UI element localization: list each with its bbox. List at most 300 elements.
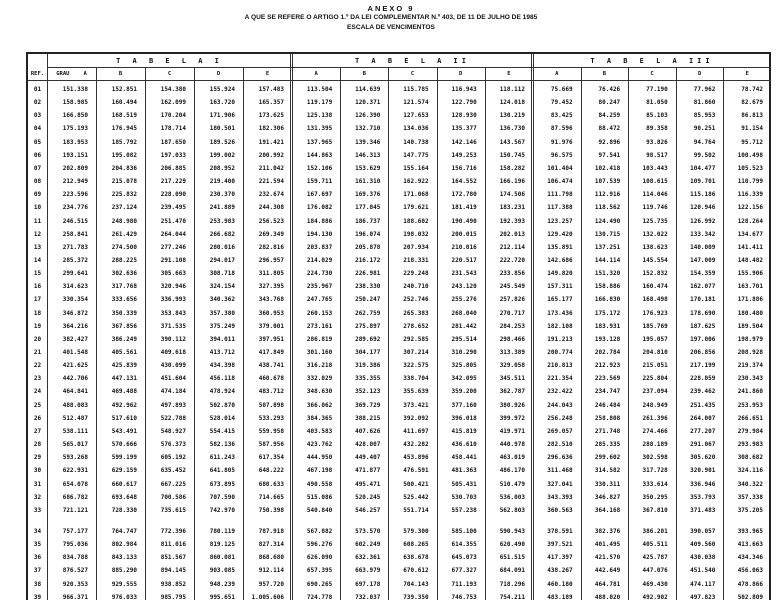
value-cell: 670.612 <box>403 567 429 575</box>
value-cell: 386.201 <box>642 527 668 535</box>
value-cell: 296.957 <box>258 256 284 264</box>
value-cell: 467.198 <box>306 467 333 475</box>
table-row <box>28 175 773 188</box>
ref-cell: 30 <box>33 467 42 475</box>
table-title-3: T A B E L A III <box>590 57 714 65</box>
value-cell: 605.192 <box>160 454 186 462</box>
value-cell: 223.596 <box>62 191 88 199</box>
value-cell: 497.823 <box>690 593 716 601</box>
value-cell: 305.620 <box>690 454 716 462</box>
value-cell: 284.253 <box>499 322 525 330</box>
ref-cell: 18 <box>33 309 42 317</box>
value-cell: 225.832 <box>111 191 137 199</box>
value-cell: 329.058 <box>499 362 525 370</box>
table-row <box>28 109 773 122</box>
value-cell: 189.504 <box>737 322 763 330</box>
value-cell: 417.397 <box>547 554 573 562</box>
value-cell: 191.421 <box>258 138 284 146</box>
value-cell: 375.249 <box>209 322 235 330</box>
value-cell: 367.856 <box>111 322 137 330</box>
value-cell: 377.160 <box>451 401 477 409</box>
value-cell: 481.363 <box>451 467 477 475</box>
value-cell: 380.926 <box>499 401 525 409</box>
value-cell: 746.753 <box>451 593 477 601</box>
value-cell: 138.623 <box>642 243 668 251</box>
value-cell: 215.078 <box>111 178 137 186</box>
column-header-b: B <box>118 71 123 77</box>
value-cell: 316.218 <box>306 362 333 370</box>
salary-scale-table <box>26 52 771 600</box>
ref-cell: 39 <box>33 593 42 601</box>
column-header-b: B <box>362 71 366 77</box>
value-cell: 390.112 <box>160 335 186 343</box>
value-cell: 548.927 <box>160 427 186 435</box>
ref-cell: 01 <box>33 86 42 93</box>
ref-cell: 02 <box>33 99 42 107</box>
value-cell: 132.022 <box>642 230 668 238</box>
value-cell: 174.506 <box>499 191 525 199</box>
value-cell: 135.891 <box>547 243 573 251</box>
value-cell: 438.741 <box>258 362 284 370</box>
value-cell: 343.768 <box>258 296 284 304</box>
value-cell: 170.181 <box>690 296 716 304</box>
value-cell: 557.238 <box>451 506 477 514</box>
value-cell: 405.511 <box>642 541 668 549</box>
value-cell: 985.795 <box>160 593 186 601</box>
value-cell: 449.407 <box>355 454 381 462</box>
table-row <box>28 425 773 438</box>
value-cell: 502.809 <box>737 593 763 601</box>
value-cell: 787.918 <box>258 527 284 535</box>
value-cell: 876.527 <box>62 567 88 575</box>
value-cell: 224.730 <box>306 270 333 278</box>
value-cell: 340.362 <box>209 296 235 304</box>
value-cell: 401.548 <box>62 349 88 356</box>
ref-cell: 38 <box>33 580 42 588</box>
value-cell: 714.665 <box>258 493 284 501</box>
value-cell: 228.059 <box>690 375 716 383</box>
table-row <box>28 149 773 162</box>
value-cell: 256.248 <box>547 414 573 422</box>
value-cell: 80.247 <box>598 99 621 107</box>
value-cell: 608.265 <box>403 541 429 549</box>
table-row <box>28 136 773 149</box>
value-cell: 436.610 <box>451 441 477 449</box>
value-cell: 502.870 <box>209 401 235 409</box>
value-cell: 136.730 <box>499 125 525 133</box>
value-cell: 84.259 <box>598 112 621 120</box>
value-cell: 202.809 <box>62 164 88 172</box>
ref-cell: 06 <box>33 151 42 159</box>
value-cell: 360.953 <box>258 309 284 317</box>
value-cell: 221.594 <box>258 178 284 186</box>
value-cell: 538.111 <box>62 427 88 435</box>
value-cell: 386.249 <box>111 335 137 343</box>
value-cell: 827.314 <box>258 541 284 549</box>
value-cell: 497.893 <box>160 401 186 409</box>
value-cell: 393.965 <box>737 527 763 535</box>
value-cell: 657.395 <box>306 567 333 575</box>
value-cell: 186.737 <box>355 217 381 225</box>
value-cell: 107.539 <box>594 178 621 186</box>
value-cell: 382.376 <box>594 527 621 535</box>
value-cell: 811.016 <box>160 541 186 549</box>
value-cell: 802.984 <box>111 541 137 549</box>
value-cell: 599.199 <box>111 454 137 462</box>
value-cell: 700.586 <box>160 493 186 501</box>
value-cell: 124.018 <box>499 99 525 107</box>
ref-cell: 16 <box>33 283 42 291</box>
value-cell: 754.211 <box>499 593 525 601</box>
value-cell: 176.923 <box>642 309 668 317</box>
value-cell: 409.560 <box>690 541 716 549</box>
value-cell: 190.490 <box>451 217 477 225</box>
value-cell: 257.826 <box>499 296 525 304</box>
value-cell: 611.243 <box>209 454 235 462</box>
value-cell: 266.651 <box>737 414 763 422</box>
value-cell: 495.471 <box>355 480 381 488</box>
value-cell: 125.138 <box>306 112 333 120</box>
table-title-1: T A B E L A I <box>116 57 223 65</box>
value-cell: 144.863 <box>306 151 333 159</box>
value-cell: 409.618 <box>160 349 186 356</box>
value-cell: 277.207 <box>690 427 716 435</box>
value-cell: 248.980 <box>111 217 137 225</box>
value-cell: 149.820 <box>547 270 573 278</box>
value-cell: 369.729 <box>355 401 381 409</box>
value-cell: 163.701 <box>737 283 763 291</box>
ref-cell: 35 <box>33 541 42 549</box>
value-cell: 483.712 <box>258 388 284 396</box>
value-cell: 260.153 <box>306 309 333 317</box>
value-cell: 528.014 <box>209 414 235 422</box>
value-cell: 273.161 <box>306 322 333 330</box>
value-cell: 281.442 <box>451 322 477 330</box>
value-cell: 202.784 <box>594 349 621 356</box>
value-cell: 750.398 <box>258 506 284 514</box>
value-cell: 142.146 <box>451 138 477 146</box>
column-header-a: A <box>555 71 559 77</box>
value-cell: 77.962 <box>693 86 716 93</box>
value-cell: 346.872 <box>62 309 88 317</box>
value-cell: 360.563 <box>547 506 573 514</box>
value-cell: 75.669 <box>550 86 573 93</box>
value-cell: 735.615 <box>160 506 186 514</box>
value-cell: 204.810 <box>642 349 668 356</box>
value-cell: 515.086 <box>306 493 333 501</box>
table-row <box>28 122 773 135</box>
table-row <box>28 162 773 175</box>
table-row <box>28 399 773 412</box>
value-cell: 396.018 <box>451 414 477 422</box>
value-cell: 490.558 <box>306 480 333 488</box>
value-cell: 379.001 <box>258 322 284 330</box>
table-row <box>28 578 773 591</box>
value-cell: 423.762 <box>306 441 333 449</box>
value-cell: 104.477 <box>690 164 716 172</box>
value-cell: 456.118 <box>209 375 235 383</box>
value-cell: 492.962 <box>111 401 137 409</box>
value-cell: 407.626 <box>355 427 381 435</box>
column-header-a <box>47 69 96 80</box>
ref-cell: 31 <box>33 480 42 488</box>
value-cell: 266.682 <box>209 230 235 238</box>
value-cell: 133.342 <box>690 230 716 238</box>
value-cell: 330.354 <box>62 296 88 304</box>
divider-header <box>28 80 771 81</box>
value-cell: 88.472 <box>598 125 621 133</box>
value-cell: 139.346 <box>355 138 381 146</box>
value-cell: 512.487 <box>62 414 88 422</box>
value-cell: 451.604 <box>160 375 186 383</box>
value-cell: 434.346 <box>737 554 763 562</box>
value-cell: 707.590 <box>209 493 235 501</box>
value-cell: 212.949 <box>62 178 88 186</box>
value-cell: 246.484 <box>594 401 621 409</box>
column-letter: A <box>83 71 87 77</box>
value-cell: 147.009 <box>690 256 716 264</box>
value-cell: 111.798 <box>547 191 573 199</box>
value-cell: 79.452 <box>550 99 573 107</box>
value-cell: 690.265 <box>306 580 333 588</box>
value-cell: 93.826 <box>646 138 668 146</box>
value-cell: 185.769 <box>642 322 668 330</box>
value-cell: 197.006 <box>690 335 716 343</box>
value-cell: 299.602 <box>594 454 621 462</box>
value-cell: 120.946 <box>690 204 716 212</box>
value-cell: 110.799 <box>737 178 763 186</box>
value-cell: 310.290 <box>451 349 477 356</box>
value-cell: 187.650 <box>160 138 186 146</box>
value-cell: 585.100 <box>451 527 477 535</box>
table-row <box>28 591 773 604</box>
value-cell: 353.843 <box>160 309 186 317</box>
value-cell: 419.971 <box>499 427 525 435</box>
value-cell: 920.353 <box>62 580 88 588</box>
column-header-e: E <box>745 71 749 77</box>
annex-subtitle: A QUE SE REFERE O ARTIGO 1.º DA LEI COMPLEMENTAR N.º 403, DE 11 DE JULHO DE 1985 <box>244 14 538 21</box>
value-cell: 522.788 <box>160 414 186 422</box>
value-cell: 632.361 <box>355 554 381 562</box>
value-cell: 108.615 <box>642 178 668 186</box>
value-cell: 413.712 <box>209 349 235 356</box>
value-cell: 304.177 <box>355 349 381 356</box>
value-cell: 130.219 <box>499 112 525 120</box>
value-cell: 317.768 <box>111 283 137 291</box>
value-cell: 103.443 <box>642 164 668 172</box>
value-cell: 208.928 <box>737 349 763 356</box>
value-cell: 225.804 <box>642 375 668 383</box>
value-cell: 128.930 <box>451 112 477 120</box>
value-cell: 188.602 <box>403 217 429 225</box>
value-cell: 229.248 <box>403 270 429 278</box>
value-cell: 173.436 <box>547 309 573 317</box>
value-cell: 157.311 <box>547 283 573 291</box>
value-cell: 162.099 <box>160 99 186 107</box>
value-cell: 311.468 <box>547 467 573 475</box>
value-cell: 320.901 <box>690 467 716 475</box>
value-cell: 442.649 <box>594 567 621 575</box>
value-cell: 693.648 <box>111 493 137 501</box>
value-cell: 425.787 <box>642 554 668 562</box>
value-cell: 155.924 <box>209 86 235 93</box>
value-cell: 241.889 <box>209 204 235 212</box>
value-cell: 567.882 <box>306 527 333 535</box>
value-cell: 269.349 <box>258 230 284 238</box>
value-cell: 246.515 <box>62 217 88 225</box>
value-cell: 617.354 <box>258 454 284 462</box>
value-cell: 505.431 <box>451 480 477 488</box>
column-header-d: D <box>459 71 463 77</box>
value-cell: 894.145 <box>160 567 186 575</box>
table-row <box>28 525 773 538</box>
table-row <box>28 280 773 293</box>
value-cell: 97.541 <box>598 151 621 159</box>
value-cell: 124.490 <box>594 217 621 225</box>
value-cell: 314.582 <box>594 467 621 475</box>
value-cell: 175.172 <box>594 309 621 317</box>
value-cell: 314.623 <box>62 283 88 291</box>
value-cell: 399.972 <box>499 414 525 422</box>
value-cell: 184.886 <box>306 217 333 225</box>
value-cell: 208.952 <box>209 164 235 172</box>
value-cell: 191.213 <box>547 335 573 343</box>
value-cell: 210.016 <box>451 243 477 251</box>
value-cell: 305.663 <box>160 270 186 278</box>
value-cell: 620.490 <box>499 541 525 549</box>
column-header-a: A <box>314 71 318 77</box>
table-row <box>28 228 773 241</box>
value-cell: 134.677 <box>737 230 763 238</box>
value-cell: 123.257 <box>547 217 573 225</box>
value-cell: 125.735 <box>642 217 668 225</box>
value-cell: 163.720 <box>209 99 235 107</box>
value-cell: 357.380 <box>209 309 235 317</box>
value-cell: 253.983 <box>209 217 235 225</box>
value-cell: 119.746 <box>642 204 668 212</box>
value-cell: 483.189 <box>547 593 573 601</box>
value-cell: 166.196 <box>499 178 525 186</box>
value-cell: 244.308 <box>258 204 284 212</box>
column-header-b: B <box>602 71 607 77</box>
column-header-e: E <box>507 71 511 77</box>
value-cell: 948.239 <box>209 580 235 588</box>
value-cell: 378.591 <box>547 527 573 535</box>
value-cell: 320.946 <box>160 283 186 291</box>
value-cell: 444.950 <box>306 454 333 462</box>
value-cell: 250.247 <box>355 296 381 304</box>
value-cell: 239.462 <box>690 388 716 396</box>
value-cell: 122.790 <box>451 99 477 107</box>
value-cell: 280.016 <box>209 243 235 251</box>
value-cell: 197.033 <box>160 151 186 159</box>
ref-cell: 07 <box>33 164 42 172</box>
value-cell: 288.225 <box>111 256 137 264</box>
ref-cell: 33 <box>33 506 42 514</box>
value-cell: 220.517 <box>451 256 477 264</box>
value-cell: 78.742 <box>741 86 763 93</box>
value-cell: 237.094 <box>642 388 668 396</box>
value-cell: 144.114 <box>594 256 621 264</box>
value-cell: 140.738 <box>403 138 429 146</box>
value-cell: 183.231 <box>499 204 525 212</box>
value-cell: 221.354 <box>547 375 573 383</box>
value-cell: 302.598 <box>642 454 668 462</box>
value-cell: 648.222 <box>258 467 284 475</box>
value-cell: 764.747 <box>111 527 137 535</box>
ref-cell: 26 <box>33 414 42 422</box>
value-cell: 223.569 <box>594 375 621 383</box>
value-cell: 333.656 <box>111 296 137 304</box>
value-cell: 195.082 <box>111 151 137 159</box>
value-cell: 204.836 <box>111 164 137 172</box>
value-cell: 120.371 <box>355 99 381 107</box>
value-cell: 348.630 <box>306 388 333 396</box>
value-cell: 172.780 <box>451 191 477 199</box>
value-cell: 350.295 <box>642 493 668 501</box>
value-cell: 507.898 <box>258 401 284 409</box>
value-cell: 772.396 <box>160 527 186 535</box>
table-row <box>28 412 773 425</box>
value-cell: 98.517 <box>646 151 668 159</box>
value-cell: 185.792 <box>111 138 137 146</box>
value-cell: 488.083 <box>62 401 88 409</box>
value-cell: 251.470 <box>160 217 186 225</box>
ref-cell: 09 <box>33 191 42 199</box>
value-cell: 131.395 <box>306 125 333 133</box>
value-cell: 382.427 <box>62 335 88 343</box>
value-cell: 851.567 <box>160 554 186 562</box>
value-cell: 155.164 <box>403 164 429 172</box>
value-cell: 282.510 <box>547 441 573 449</box>
value-cell: 500.421 <box>403 480 429 488</box>
value-cell: 152.832 <box>642 270 668 278</box>
value-cell: 411.697 <box>403 427 429 435</box>
value-cell: 291.067 <box>690 441 716 449</box>
value-cell: 533.293 <box>258 414 284 422</box>
value-cell: 170.204 <box>160 112 186 120</box>
value-cell: 152.106 <box>306 164 333 172</box>
table-row <box>28 96 773 109</box>
value-cell: 434.398 <box>209 362 235 370</box>
value-cell: 565.017 <box>62 441 88 449</box>
table-row <box>28 267 773 280</box>
value-cell: 421.570 <box>594 554 621 562</box>
value-cell: 207.934 <box>403 243 429 251</box>
value-cell: 155.906 <box>737 270 763 278</box>
value-cell: 128.264 <box>737 217 763 225</box>
ref-cell: 14 <box>33 256 42 264</box>
value-cell: 142.686 <box>547 256 573 264</box>
value-cell: 282.816 <box>258 243 284 251</box>
ref-cell: 36 <box>33 554 42 562</box>
value-cell: 279.984 <box>737 427 763 435</box>
value-cell: 151.320 <box>594 270 621 278</box>
value-cell: 453.896 <box>403 454 429 462</box>
ref-cell: 29 <box>33 454 42 462</box>
value-cell: 217.199 <box>690 362 716 370</box>
value-cell: 157.483 <box>258 86 284 93</box>
value-cell: 651.515 <box>499 554 525 562</box>
value-cell: 780.119 <box>209 527 235 535</box>
value-cell: 546.257 <box>355 506 381 514</box>
value-cell: 232.422 <box>547 388 573 396</box>
value-cell: 106.474 <box>547 178 573 186</box>
value-cell: 957.720 <box>258 580 284 588</box>
value-cell: 397.521 <box>547 541 573 549</box>
value-cell: 403.583 <box>306 427 333 435</box>
value-cell: 162.077 <box>690 283 716 291</box>
